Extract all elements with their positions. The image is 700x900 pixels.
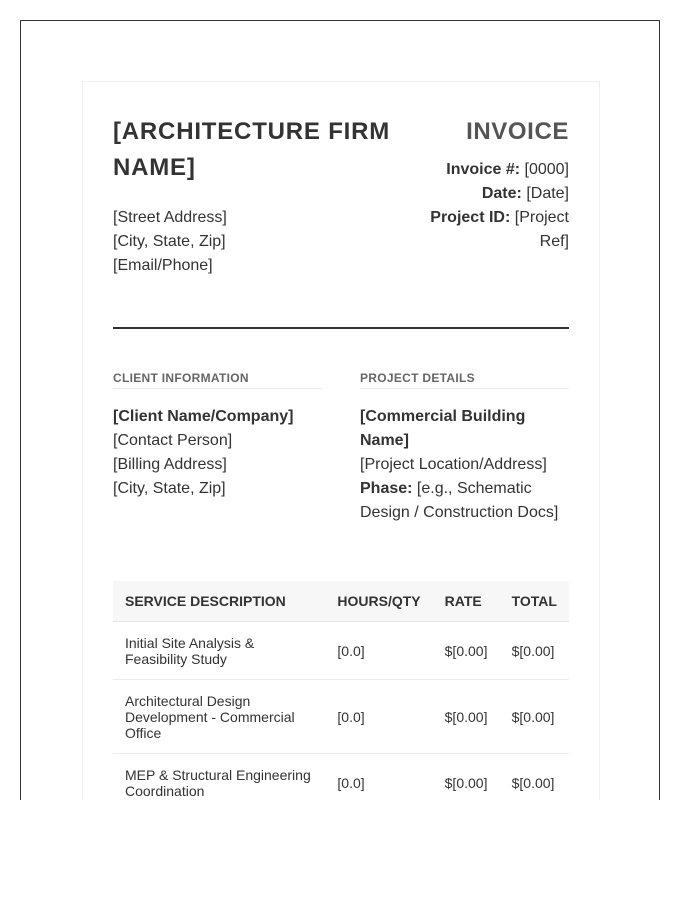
project-phase — [360, 477, 569, 525]
project-heading: PROJECT DETAILS — [360, 371, 569, 389]
invoice-date — [410, 182, 569, 206]
client-city-state-zip: [City, State, Zip] — [113, 480, 226, 497]
client-information — [113, 371, 322, 525]
service-qty: [0.0] — [325, 680, 432, 754]
firm-city-state-zip: [City, State, Zip] — [113, 233, 226, 250]
services-table — [113, 581, 569, 800]
header-total: TOTAL — [500, 581, 569, 622]
header-rate: RATE — [433, 581, 500, 622]
invoice-meta-block — [410, 114, 569, 254]
service-total: $[0.00] — [500, 622, 569, 680]
invoice-date-label: Date: — [481, 185, 522, 202]
project-name: [Commercial Building Name] — [360, 408, 526, 449]
project-details — [360, 371, 569, 525]
firm-email-phone: [Email/Phone] — [113, 257, 213, 274]
project-phase-value: [e.g., Schematic Design / Construction Docs] — [360, 480, 559, 521]
header-hours-qty: HOURS/QTY — [325, 581, 432, 622]
project-location: [Project Location/Address] — [360, 456, 547, 473]
service-description: Architectural Design Development - Commercial Office — [113, 680, 325, 754]
service-qty: [0.0] — [325, 622, 432, 680]
header-service-description: SERVICE DESCRIPTION — [113, 581, 325, 622]
firm-name: [ARCHITECTURE FIRM NAME] — [113, 118, 391, 181]
table-row — [113, 622, 569, 680]
invoice-date-value: [Date] — [526, 185, 569, 202]
header-divider — [113, 327, 569, 329]
client-billing-address: [Billing Address] — [113, 456, 227, 473]
service-description: MEP & Structural Engineering Coordination — [113, 754, 325, 801]
invoice-number — [410, 158, 569, 182]
firm-address — [113, 206, 410, 278]
client-body — [113, 405, 322, 501]
invoice-title: INVOICE — [466, 118, 569, 145]
project-id — [410, 206, 569, 254]
service-rate: $[0.00] — [433, 754, 500, 801]
service-qty: [0.0] — [325, 754, 432, 801]
invoice-header — [113, 114, 569, 278]
firm-block — [113, 114, 410, 278]
project-id-value: [Project Ref] — [514, 209, 569, 250]
service-rate: $[0.00] — [433, 622, 500, 680]
service-total: $[0.00] — [500, 754, 569, 801]
invoice-number-label: Invoice #: — [446, 161, 521, 178]
client-name: [Client Name/Company] — [113, 408, 294, 425]
service-rate: $[0.00] — [433, 680, 500, 754]
info-section — [113, 371, 569, 525]
client-contact: [Contact Person] — [113, 432, 233, 449]
service-description: Initial Site Analysis & Feasibility Study — [113, 622, 325, 680]
page-frame — [20, 20, 660, 800]
firm-street: [Street Address] — [113, 209, 227, 226]
project-phase-label: Phase: — [360, 480, 413, 497]
invoice-sheet — [82, 81, 600, 800]
project-body — [360, 405, 569, 525]
service-total: $[0.00] — [500, 680, 569, 754]
table-row — [113, 754, 569, 801]
invoice-meta — [410, 158, 569, 254]
services-header-row — [113, 581, 569, 622]
table-row — [113, 680, 569, 754]
project-id-label: Project ID: — [430, 209, 511, 226]
invoice-number-value: [0000] — [524, 161, 569, 178]
client-heading: CLIENT INFORMATION — [113, 371, 322, 389]
